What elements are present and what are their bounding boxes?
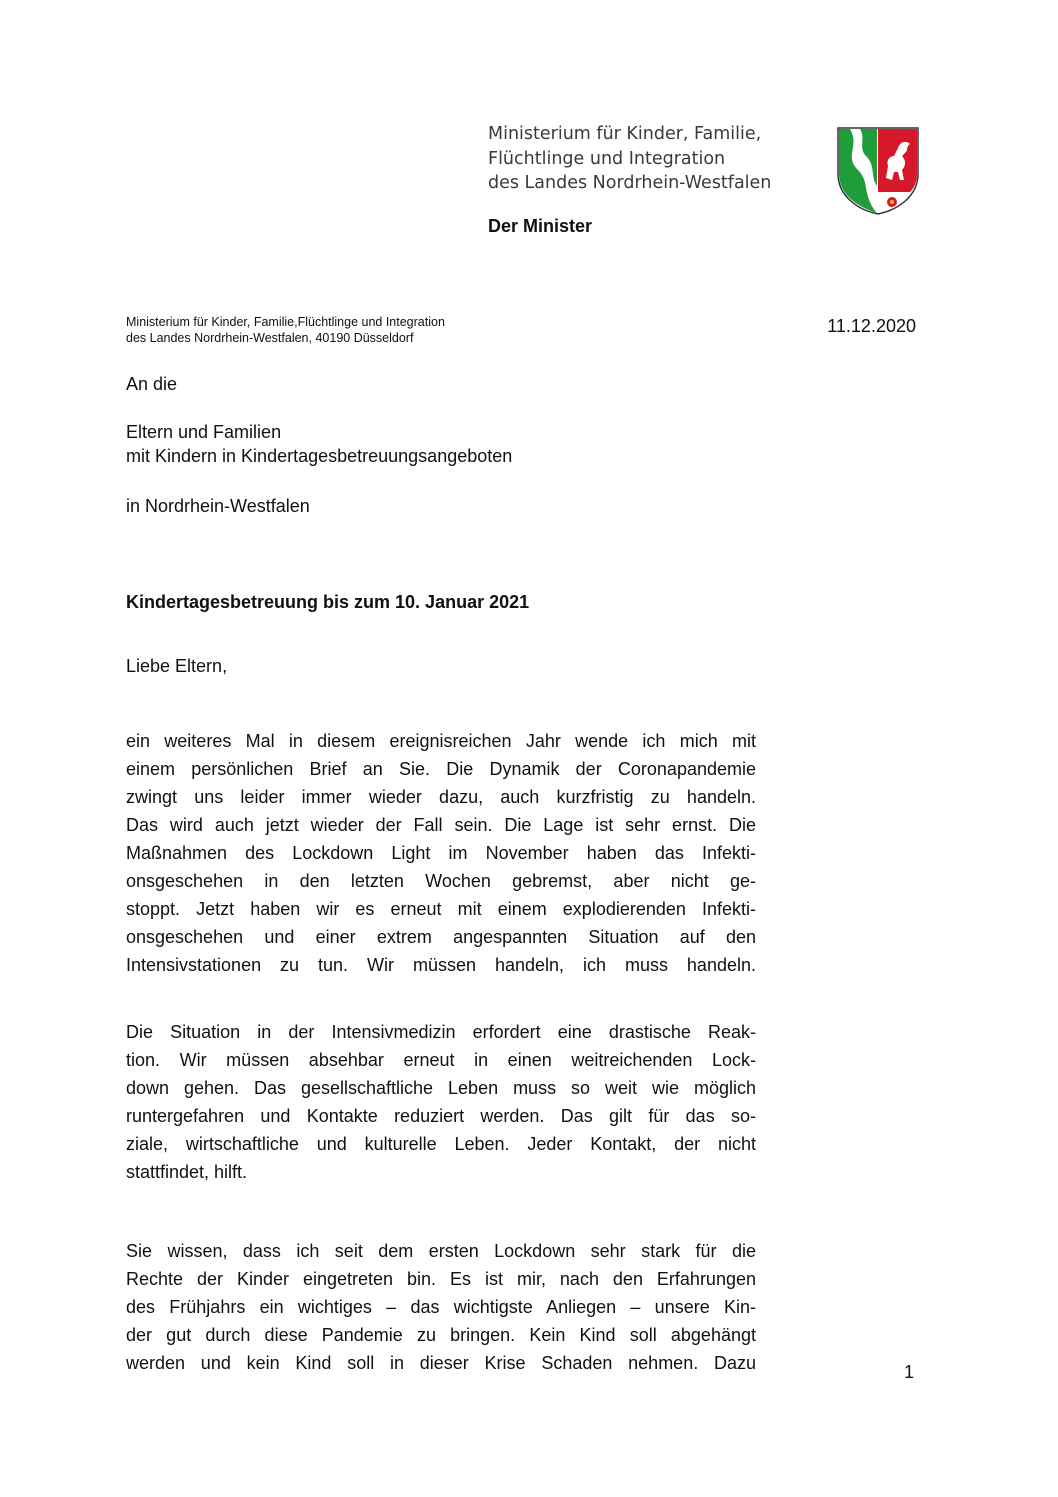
paragraph-line: einem persönlichen Brief an Sie. Die Dynamik der Coronapandemie [126, 759, 756, 779]
ministry-name-line-2: Flüchtlinge und Integration [488, 148, 726, 169]
recipient-region [126, 494, 310, 518]
salutation: Liebe Eltern, [126, 656, 228, 676]
paragraph-line: Das wird auch jetzt wieder der Fall sein. Die Lage ist sehr ernst. Die [126, 815, 756, 835]
paragraph-line: ein weiteres Mal in diesem ereignisreichen Jahr wende ich mich mit [126, 731, 756, 751]
ministry-name [488, 122, 818, 196]
sender-address [126, 314, 445, 346]
body-paragraph-3 [126, 1237, 756, 1377]
paragraph-line: tion. Wir müssen absehbar erneut in einen weitreichenden Lock- [126, 1050, 756, 1070]
recipient-line-3: mit Kindern in Kindertagesbetreuungsangeboten [126, 446, 513, 466]
nrw-coat-of-arms-icon [836, 126, 920, 216]
minister-title: Der Minister [488, 216, 593, 236]
paragraph-line: stattfindet, hilft. [126, 1162, 248, 1182]
recipient-line-1 [126, 372, 177, 396]
page-number: 1 [904, 1362, 915, 1382]
paragraph-line: Die Situation in der Intensivmedizin erfordert eine drastische Reak- [126, 1022, 756, 1042]
paragraph-line: Sie wissen, dass ich seit dem ersten Lockdown sehr stark für die [126, 1241, 756, 1261]
sender-line-1: Ministerium für Kinder, Familie,Flüchtlinge und Integration [126, 315, 445, 329]
body-paragraph-2 [126, 1018, 756, 1186]
recipient-line-4: in Nordrhein-Westfalen [126, 496, 310, 516]
recipient-line-2: Eltern und Familien [126, 422, 282, 442]
paragraph-line: ziale, wirtschaftliche und kulturelle Leben. Jeder Kontakt, der nicht [126, 1134, 756, 1154]
recipient-an-die: An die [126, 374, 178, 394]
paragraph-line: Rechte der Kinder eingetreten bin. Es ist mir, nach den Erfahrungen [126, 1269, 756, 1289]
ministry-name-line-1: Ministerium für Kinder, Familie, [488, 124, 762, 144]
paragraph-line: Intensivstationen zu tun. Wir müssen handeln, ich muss handeln. [126, 955, 756, 975]
paragraph-line: des Frühjahrs ein wichtiges – das wichtigste Anliegen – unsere Kin- [126, 1297, 756, 1317]
paragraph-line: onsgeschehen in den letzten Wochen gebremst, aber nicht ge- [126, 871, 756, 891]
recipient-block [126, 420, 512, 468]
letter-date: 11.12.2020 [827, 316, 916, 336]
letter-subject: Kindertagesbetreuung bis zum 10. Januar 2021 [126, 592, 530, 612]
paragraph-line: werden und kein Kind soll in dieser Krise Schaden nehmen. Dazu [126, 1353, 756, 1373]
paragraph-line: zwingt uns leider immer wieder dazu, auch kurzfristig zu handeln. [126, 787, 756, 807]
ministry-name-line-3: des Landes Nordrhein-Westfalen [488, 173, 772, 193]
paragraph-line: runtergefahren und Kontakte reduziert werden. Das gilt für das so- [126, 1106, 756, 1126]
body-paragraph-1 [126, 727, 756, 979]
paragraph-line: stoppt. Jetzt haben wir es erneut mit einem explodierenden Infekti- [126, 899, 756, 919]
paragraph-line: onsgeschehen und einer extrem angespannten Situation auf den [126, 927, 756, 947]
paragraph-line: Maßnahmen des Lockdown Light im November haben das Infekti- [126, 843, 756, 863]
paragraph-line: der gut durch diese Pandemie zu bringen. Kein Kind soll abgehängt [126, 1325, 756, 1345]
paragraph-line: down gehen. Das gesellschaftliche Leben muss so weit wie möglich [126, 1078, 756, 1098]
sender-line-2: des Landes Nordrhein-Westfalen, 40190 Düsseldorf [126, 331, 414, 345]
